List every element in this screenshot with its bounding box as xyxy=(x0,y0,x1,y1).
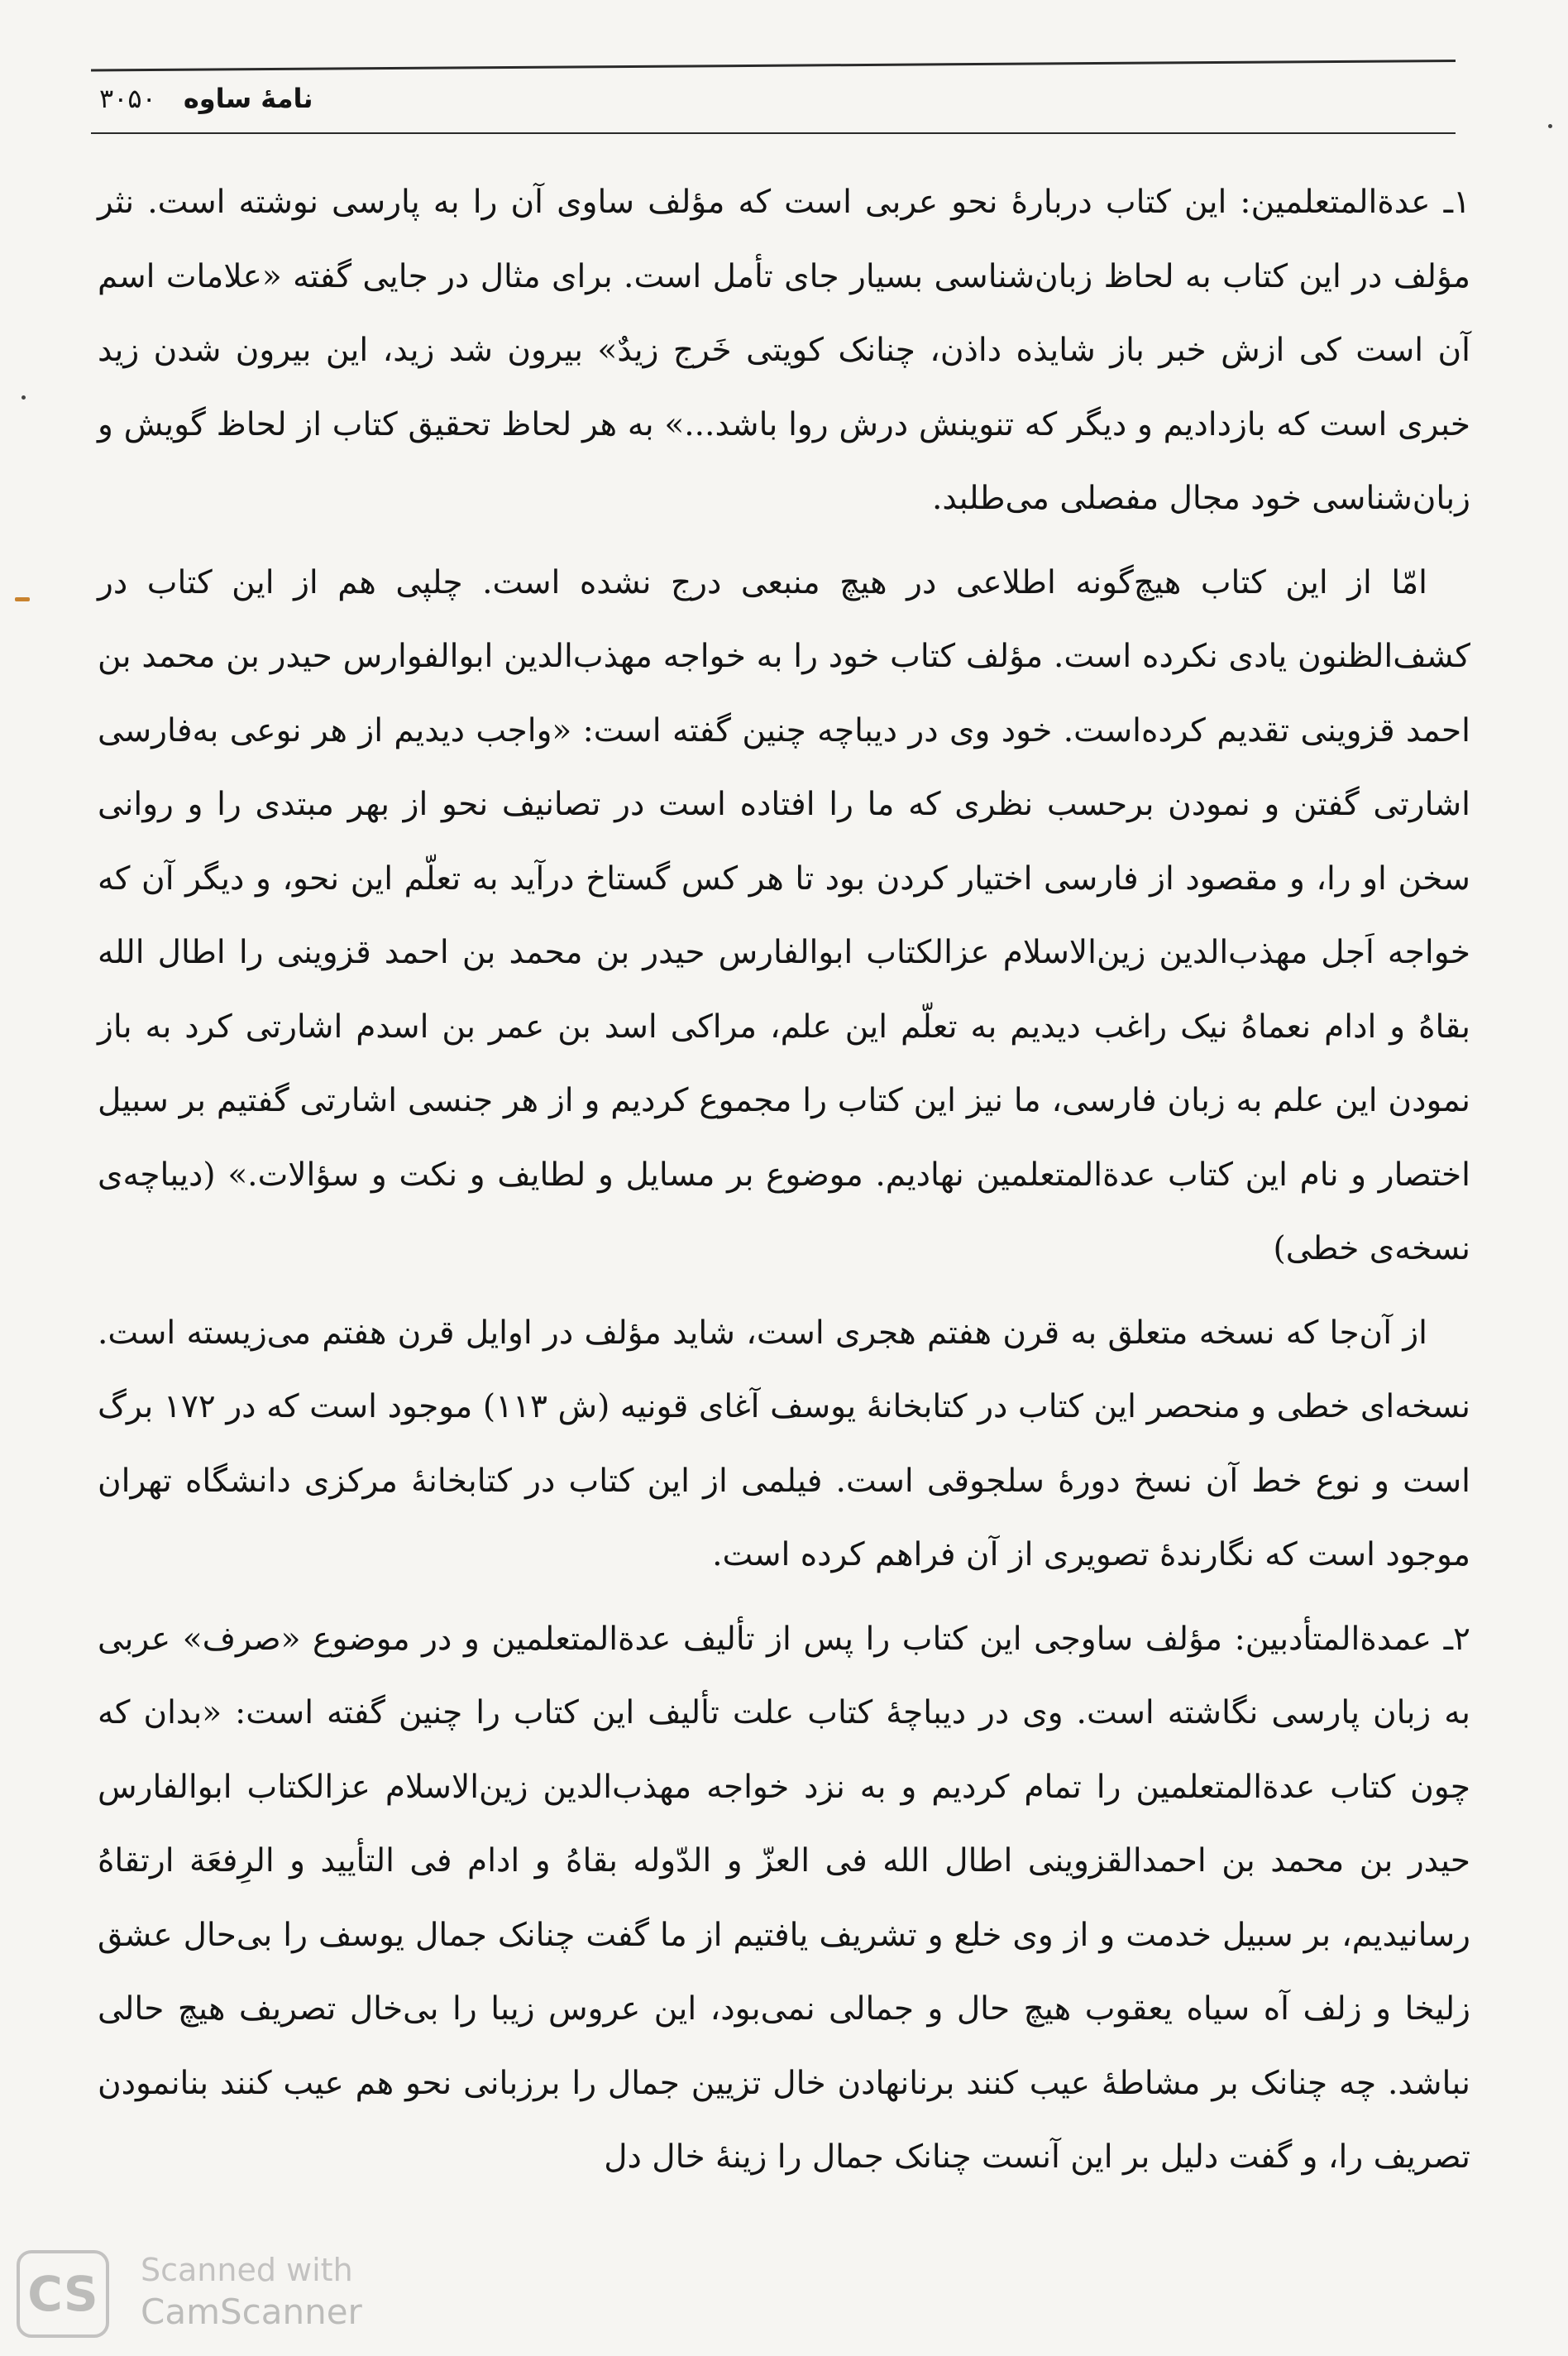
paragraph-1: ۱ـ عدةالمتعلمین: این کتاب دربارهٔ نحو عربی است که مؤلف ساوی آن را به پارسی نوشته است. نثر مؤلف در این کتاب به لحاظ زبان‌شناسی بسیار جای تأمل است. برای مثال در جایی گفته «علامات اسم آن است کی ازش خبر باز شایذه داذن، چنانک کویتی خَرج زیدٌ» بیرون شد زید، این بیرون شدن زید خبری است که بازدادیم و دیگر که تنوینش درش روا باشد...» به هر لحاظ تحقیق کتاب از لحاظ گویش و زبان‌شناسی خود مجال مفصلی می‌طلبد. xyxy=(98,184,1470,517)
camscanner-watermark xyxy=(17,2250,447,2341)
running-header xyxy=(99,83,313,114)
margin-dot xyxy=(1548,124,1552,128)
margin-pen-mark xyxy=(15,597,30,601)
camscanner-logo-icon: CS xyxy=(17,2250,109,2338)
top-border-line xyxy=(91,60,1456,72)
paragraph-3: از آن‌جا که نسخه متعلق به قرن هفتم هجری است، شاید مؤلف در اوایل قرن هفتم می‌زیسته است. نسخه‌ای خطی و منحصر این کتاب در کتابخانهٔ یوسف آغای قونیه (ش ۱۱۳) موجود است که در ۱۷۲ برگ است و نوع خط آن نسخ دورهٔ سلجوقی است. فیلمی از این کتاب در کتابخانهٔ مرکزی دانشگاه تهران موجود است که نگارندهٔ تصویری از آن فراهم کرده است. xyxy=(98,1314,1470,1573)
watermark-line-2: CamScanner xyxy=(141,2291,362,2332)
paragraph-4: ۲ـ عمدةالمتأدبین: مؤلف ساوجی این کتاب را پس از تألیف عدةالمتعلمین و در موضوع «صرف» عربی به زبان پارسی نگاشته است. وی در دیباچهٔ کتاب علت تألیف این کتاب را چنین گفته است: «بدان که چون کتاب عدةالمتعلمین را تمام کردیم و به نزد خواجه مهذب‌الدین زین‌الاسلام عزالکتاب ابوالفارس حیدر بن محمد بن احمدالقزوینی اطال الله فی العزّ و الدّوله بقاهُ و ادام فی التأیید و الرِفعَة ارتقاهُ رسانیدیم، بر سبیل خدمت و از وی خلع و تشریف یافتیم از ما گفت چنانک جمال یوسف را بی‌حال عشق زلیخا و زلف آه سیاه یعقوب هیچ حال و جمالی نمی‌بود، این عروس زیبا را بی‌خال تصریف هیچ حالی نباشد. چه چنانک بر مشاطهٔ عیب کنند برنانهادن خال تزیین جمال را برزبانی نحو هم عیب کنند بنانمودن تصریف را، و گفت دلیل بر این آنست چنانک جمال را زینهٔ خال دل xyxy=(98,1620,1470,2176)
margin-dot xyxy=(22,395,26,400)
journal-title: نامهٔ ساوه xyxy=(183,83,313,114)
header-divider xyxy=(91,132,1456,134)
article-body xyxy=(98,165,1470,2205)
watermark-line-1: Scanned with xyxy=(141,2252,353,2288)
page-number: ۳۰۵۰ xyxy=(99,83,156,114)
paragraph-2: امّا از این کتاب هیچ‌گونه اطلاعی در هیچ منبعی درج نشده است. چلپی هم از این کتاب در کشف‌الظنون یادی نکرده است. مؤلف کتاب خود را به خواجه مهذب‌الدین ابوالفوارس حیدر بن محمد بن احمد قزوینی تقدیم کرده‌است. خود وی در دیباچه چنین گفته است: «واجب دیدیم از هر نوعی به‌فارسی اشارتی گفتن و نمودن برحسب نظری که ما را افتاده است در تصانیف نحو از بهر مبتدی را و روانی سخن او را، و مقصود از فارسی اختیار کردن بود تا هر کس گستاخ درآید به تعلّم این نحو، و دیگر آن که خواجه اَجل مهذب‌الدین زین‌الاسلام عزالکتاب ابوالفارس حیدر بن محمد بن احمد قزوینی را اطال الله بقاهُ و ادام نعماهُ نیک راغب دیدیم به تعلّم این علم، مراکی اسد بن عمر بن اسدم اشارتی کرد به باز نمودن این علم به زبان فارسی، ما نیز این کتاب را مجموع کردیم و از هر جنسی اشارتی گفتیم بر سبیل اختصار و نام این کتاب عدةالمتعلمین نهادیم. موضوع بر مسایل و لطایف و نکت و سؤالات.» (دیباچه‌ی نسخه‌ی خطی) xyxy=(98,563,1470,1267)
